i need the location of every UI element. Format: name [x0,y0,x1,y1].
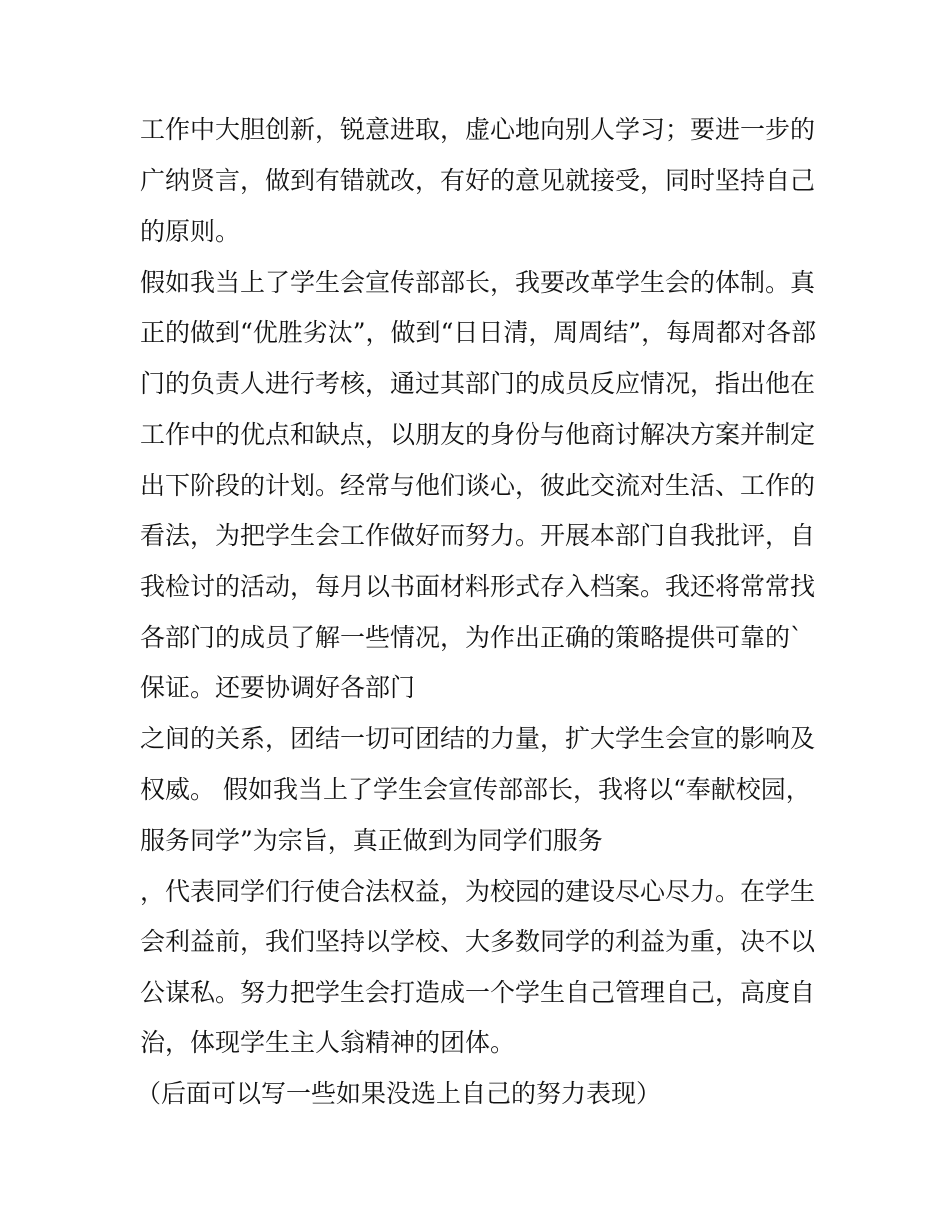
text-line: 我检讨的活动，每月以书面材料形式存入档案。我还将常常找 [140,572,816,601]
text-line: 各部门的成员了解一些情况，为作出正确的策略提供可靠的` [140,623,803,652]
text-line: 广纳贤言，做到有错就改，有好的意见就接受，同时坚持自己 [140,166,816,195]
text-line: 保证。还要协调好各部门 [140,673,416,702]
text-line: 公谋私。努力把学生会打造成一个学生自己管理自己，高度自 [140,978,816,1007]
text-line: 服务同学”为宗旨，真正做到为同学们服务 [140,826,603,855]
text-line: 会利益前，我们坚持以学校、大多数同学的利益为重，决不以 [140,927,816,956]
text-line: 门的负责人进行考核，通过其部门的成员反应情况，指出他在 [140,369,816,398]
text-line: 工作中大胆创新，锐意进取，虚心地向别人学习；要进一步的 [140,115,816,144]
text-line: 的原则。 [140,217,241,246]
text-line: 假如我当上了学生会宣传部部长，我要改革学生会的体制。真 [140,268,816,297]
text-line: 之间的关系，团结一切可团结的力量，扩大学生会宣的影响及 [140,724,816,753]
text-line: （后面可以写一些如果没选上自己的努力表现） [136,1079,662,1108]
text-line: 出下阶段的计划。经常与他们谈心，彼此交流对生活、工作的 [140,471,816,500]
text-line: ，代表同学们行使合法权益，为校园的建设尽心尽力。在学生 [140,877,816,906]
text-line: 正的做到“优胜劣汰”，做到“日日清，周周结”，每周都对各部 [140,318,817,347]
text-line: 工作中的优点和缺点，以朋友的身份与他商讨解决方案并制定 [140,420,816,449]
text-line: 治，体现学生主人翁精神的团体。 [140,1028,516,1057]
text-line: 权威。 假如我当上了学生会宣传部部长，我将以“奉献校园， [140,775,811,804]
text-line: 看法，为把学生会工作做好而努力。开展本部门自我批评，自 [140,521,816,550]
